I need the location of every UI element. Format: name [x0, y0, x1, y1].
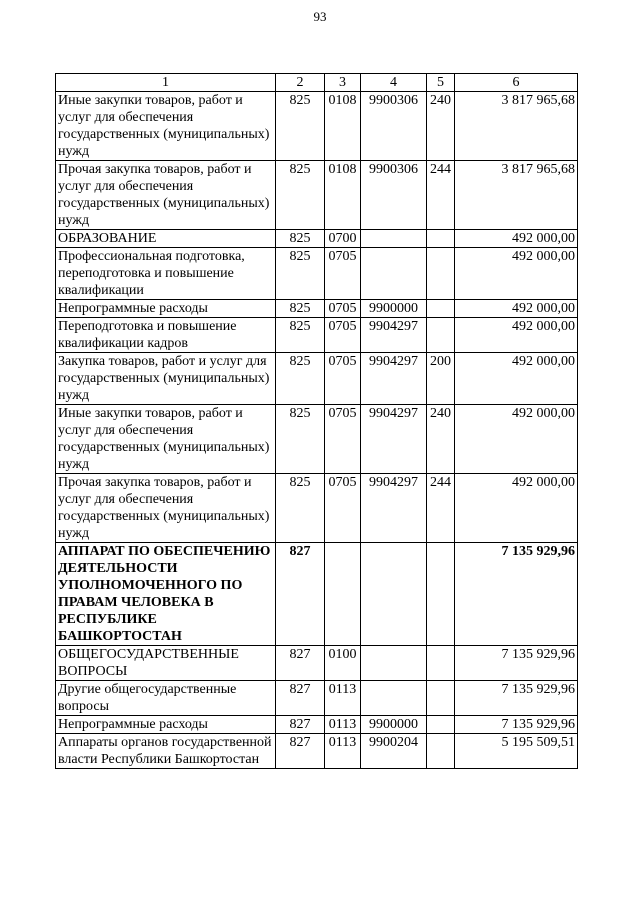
row-col5-cell: 240 [427, 92, 455, 161]
row-col5-cell [427, 646, 455, 681]
row-col3-cell: 0700 [325, 230, 361, 248]
row-col4-cell: 9904297 [361, 474, 427, 543]
row-col4-cell: 9904297 [361, 318, 427, 353]
row-col4-cell [361, 681, 427, 716]
table-row [56, 300, 578, 318]
header-col-3: 3 [325, 74, 361, 92]
row-name-cell: Иные закупки товаров, работ и услуг для обеспечения государственных (муниципальных) нужд [56, 92, 276, 161]
row-col4-cell: 9900306 [361, 92, 427, 161]
row-col4-cell [361, 646, 427, 681]
row-col3-cell: 0705 [325, 248, 361, 300]
row-col5-cell [427, 543, 455, 646]
row-col2-cell: 827 [276, 543, 325, 646]
row-col2-cell: 825 [276, 318, 325, 353]
table-row [56, 543, 578, 646]
row-sum-cell: 492 000,00 [455, 405, 578, 474]
row-col2-cell: 825 [276, 92, 325, 161]
table-row [56, 405, 578, 474]
table-header-row [56, 74, 578, 92]
row-sum-cell: 3 817 965,68 [455, 92, 578, 161]
row-sum-cell: 7 135 929,96 [455, 681, 578, 716]
row-name-cell: Непрограммные расходы [56, 716, 276, 734]
row-col4-cell: 9900000 [361, 716, 427, 734]
row-col2-cell: 825 [276, 300, 325, 318]
budget-table [55, 73, 578, 769]
row-sum-cell: 492 000,00 [455, 474, 578, 543]
header-col-6: 6 [455, 74, 578, 92]
row-col5-cell [427, 681, 455, 716]
row-col5-cell [427, 318, 455, 353]
row-col2-cell: 825 [276, 230, 325, 248]
row-col3-cell: 0705 [325, 405, 361, 474]
row-col2-cell: 825 [276, 161, 325, 230]
table-row [56, 248, 578, 300]
row-col5-cell: 244 [427, 474, 455, 543]
row-name-cell: Прочая закупка товаров, работ и услуг для обеспечения государственных (муниципальных) нужд [56, 161, 276, 230]
row-col2-cell: 825 [276, 248, 325, 300]
row-col3-cell: 0113 [325, 716, 361, 734]
row-col5-cell [427, 734, 455, 769]
row-col3-cell [325, 543, 361, 646]
row-col2-cell: 825 [276, 405, 325, 474]
table-row [56, 734, 578, 769]
table-row [56, 681, 578, 716]
row-col5-cell [427, 716, 455, 734]
row-name-cell: Прочая закупка товаров, работ и услуг для обеспечения государственных (муниципальных) нужд [56, 474, 276, 543]
row-name-cell: Другие общегосударственные вопросы [56, 681, 276, 716]
row-col5-cell: 200 [427, 353, 455, 405]
row-col4-cell: 9904297 [361, 353, 427, 405]
row-col5-cell [427, 248, 455, 300]
table-row [56, 161, 578, 230]
row-col4-cell [361, 248, 427, 300]
row-sum-cell: 492 000,00 [455, 300, 578, 318]
row-col3-cell: 0108 [325, 161, 361, 230]
row-col3-cell: 0705 [325, 300, 361, 318]
row-col4-cell: 9900204 [361, 734, 427, 769]
row-name-cell: ОБЩЕГОСУДАРСТВЕННЫЕ ВОПРОСЫ [56, 646, 276, 681]
row-name-cell: Непрограммные расходы [56, 300, 276, 318]
table-body [56, 92, 578, 769]
row-name-cell: ОБРАЗОВАНИЕ [56, 230, 276, 248]
row-col4-cell: 9904297 [361, 405, 427, 474]
row-col5-cell [427, 300, 455, 318]
row-col3-cell: 0113 [325, 734, 361, 769]
row-name-cell: Закупка товаров, работ и услуг для государственных (муниципальных) нужд [56, 353, 276, 405]
table-row [56, 92, 578, 161]
row-col2-cell: 825 [276, 353, 325, 405]
row-col4-cell: 9900000 [361, 300, 427, 318]
row-sum-cell: 5 195 509,51 [455, 734, 578, 769]
row-col3-cell: 0705 [325, 318, 361, 353]
row-sum-cell: 3 817 965,68 [455, 161, 578, 230]
row-col3-cell: 0100 [325, 646, 361, 681]
row-col5-cell: 244 [427, 161, 455, 230]
row-col4-cell [361, 543, 427, 646]
row-col3-cell: 0108 [325, 92, 361, 161]
header-col-1: 1 [56, 74, 276, 92]
row-sum-cell: 7 135 929,96 [455, 716, 578, 734]
row-name-cell: АППАРАТ ПО ОБЕСПЕЧЕНИЮ ДЕЯТЕЛЬНОСТИ УПОЛНОМОЧЕННОГО ПО ПРАВАМ ЧЕЛОВЕКА В РЕСПУБЛИКЕ БАШКОРТОСТАН [56, 543, 276, 646]
row-col2-cell: 827 [276, 646, 325, 681]
row-sum-cell: 7 135 929,96 [455, 646, 578, 681]
table-row [56, 318, 578, 353]
table-row [56, 230, 578, 248]
row-name-cell: Профессиональная подготовка, переподготовка и повышение квалификации [56, 248, 276, 300]
table-row [56, 353, 578, 405]
header-col-4: 4 [361, 74, 427, 92]
row-col2-cell: 827 [276, 716, 325, 734]
row-col2-cell: 827 [276, 681, 325, 716]
row-name-cell: Аппараты органов государственной власти Республики Башкортостан [56, 734, 276, 769]
table-row [56, 474, 578, 543]
header-col-5: 5 [427, 74, 455, 92]
row-col3-cell: 0113 [325, 681, 361, 716]
row-col5-cell: 240 [427, 405, 455, 474]
row-col5-cell [427, 230, 455, 248]
row-sum-cell: 7 135 929,96 [455, 543, 578, 646]
row-col2-cell: 827 [276, 734, 325, 769]
row-sum-cell: 492 000,00 [455, 248, 578, 300]
row-name-cell: Иные закупки товаров, работ и услуг для обеспечения государственных (муниципальных) нужд [56, 405, 276, 474]
row-col4-cell [361, 230, 427, 248]
row-col2-cell: 825 [276, 474, 325, 543]
row-col4-cell: 9900306 [361, 161, 427, 230]
header-col-2: 2 [276, 74, 325, 92]
row-col3-cell: 0705 [325, 353, 361, 405]
row-name-cell: Переподготовка и повышение квалификации кадров [56, 318, 276, 353]
table-row [56, 646, 578, 681]
table-row [56, 716, 578, 734]
page-number: 93 [313, 9, 327, 24]
row-sum-cell: 492 000,00 [455, 318, 578, 353]
row-sum-cell: 492 000,00 [455, 230, 578, 248]
row-sum-cell: 492 000,00 [455, 353, 578, 405]
row-col3-cell: 0705 [325, 474, 361, 543]
